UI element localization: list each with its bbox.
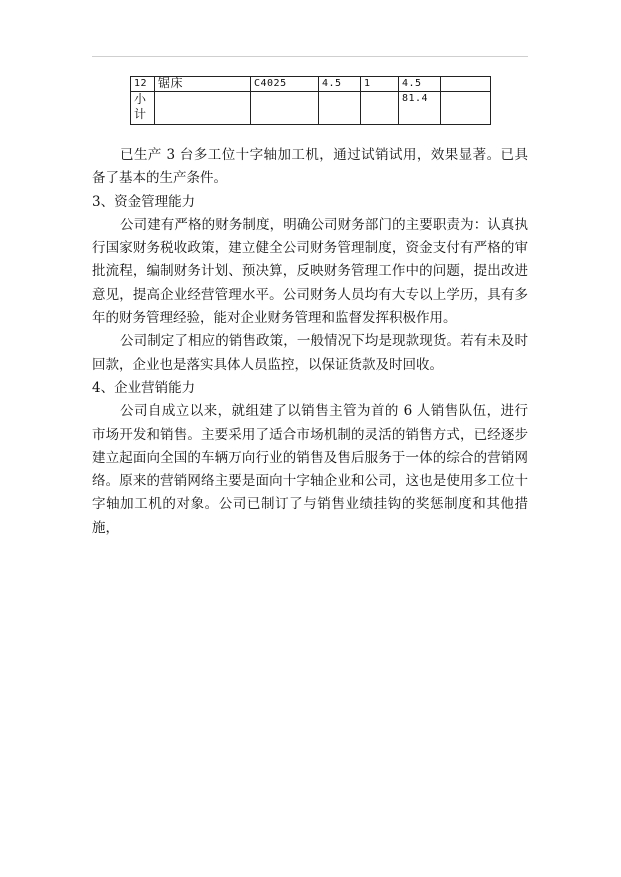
cell-power [319,92,361,125]
cell-extra [441,92,491,125]
subtotal-row [131,92,491,125]
section-heading-marketing: 4、企业营销能力 [92,379,196,396]
document-body [92,144,528,540]
cell-subtotal-value: 81.4 [399,92,441,125]
paragraph-sales-policy: 公司制定了相应的销售政策，一般情况下均是现款现货。若有未及时回款，企业也是落实具体人员监控，以保证货款及时回收。 [92,333,528,373]
cell-no: 12 [131,77,155,92]
equipment-table [130,76,491,125]
cell-power: 4.5 [319,77,361,92]
cell-extra [441,77,491,92]
subtotal-char: 小 [134,92,147,106]
paragraph-finance: 公司建有严格的财务制度，明确公司财务部门的主要职责为：认真执行国家财务税收政策，建立健全公司财务管理制度，资金支付有严格的审批流程，编制财务计划、预决算，反映财务管理工作中的问题，提出改进意见，提高企业经营管理水平。公司财务人员均有大专以上学历，具有多年的财务管理经验，能对企业财务管理和监督发挥积极作用。 [92,216,528,327]
section-heading-finance: 3、资金管理能力 [92,193,196,210]
page-header-rule [92,56,528,57]
cell-qty [361,92,399,125]
table-row [131,77,491,92]
cell-model: C4025 [251,77,319,92]
cell-name: 锯床 [155,77,251,92]
paragraph-production: 已生产 3 台多工位十字轴加工机，通过试销试用，效果显著。已具备了基本的生产条件。 [92,147,528,187]
cell-qty: 1 [361,77,399,92]
cell-model [251,92,319,125]
subtotal-char: 计 [134,107,147,121]
cell-name [155,92,251,125]
cell-total: 4.5 [399,77,441,92]
cell-subtotal-label [131,92,155,125]
paragraph-marketing: 公司自成立以来，就组建了以销售主管为首的 6 人销售队伍，进行市场开发和销售。主要采用了适合市场机制的灵活的销售方式，已经逐步建立起面向全国的车辆万向行业的销售及售后服务于一体的综合的营销网络。原来的营销网络主要是面向十字轴企业和公司，这也是使用多工位十字轴加工机的对象。公司已制订了与销售业绩挂钩的奖惩制度和其他措施， [92,403,528,536]
